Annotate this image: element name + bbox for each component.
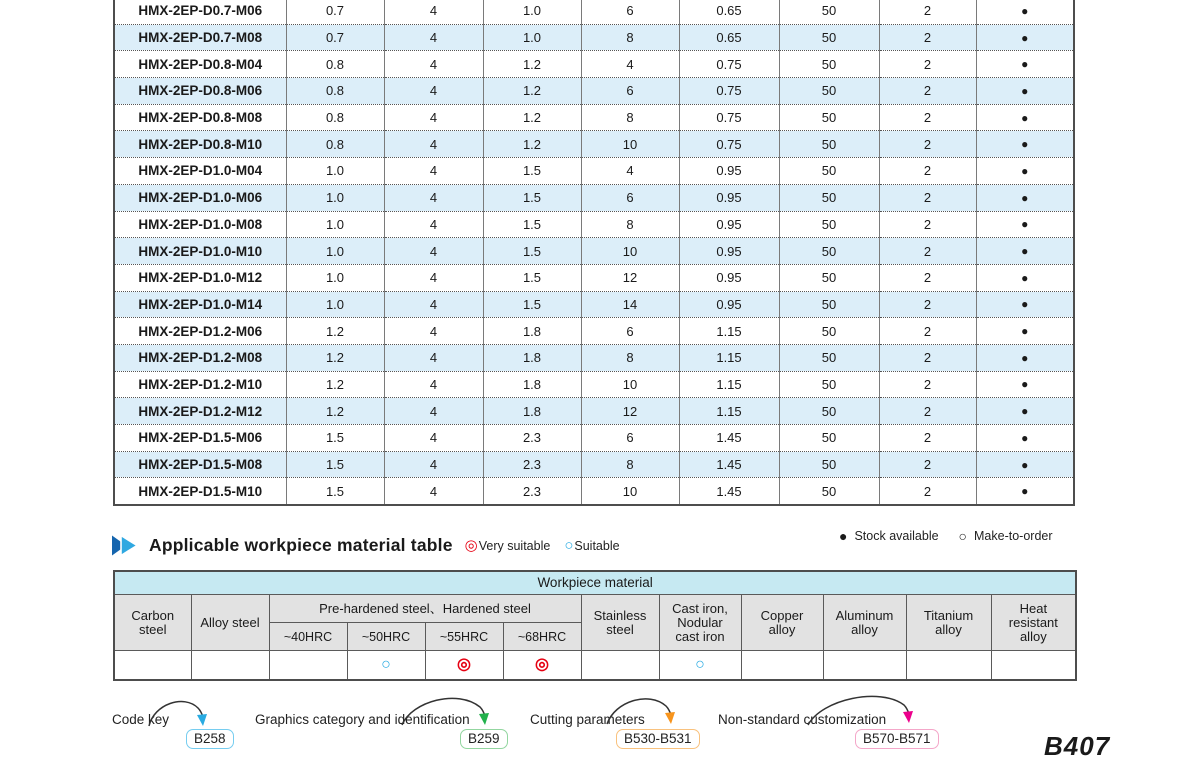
col-68hrc: ~68HRC (503, 623, 581, 651)
table-row (114, 211, 1074, 238)
value-cell: 1.8 (483, 371, 581, 398)
suitable-label: Suitable (574, 538, 620, 553)
spec-table (113, 0, 1075, 506)
col-carbon-steel: Carbon steel (114, 595, 191, 651)
value-cell: 1.5 (483, 158, 581, 185)
value-cell: 50 (779, 451, 879, 478)
value-cell: 4 (384, 291, 483, 318)
make-to-order-label: Make-to-order (974, 529, 1053, 543)
model-cell: HMX-2EP-D1.0-M06 (114, 184, 286, 211)
suitability-cell (906, 651, 991, 681)
value-cell: 10 (581, 238, 679, 265)
value-cell: 1.5 (483, 211, 581, 238)
value-cell: 50 (779, 211, 879, 238)
value-cell: 1.15 (679, 371, 779, 398)
model-cell: HMX-2EP-D1.0-M08 (114, 211, 286, 238)
value-cell: 1.2 (483, 78, 581, 105)
stock-dot-cell: ● (976, 478, 1074, 505)
value-cell: 14 (581, 291, 679, 318)
value-cell: 2 (879, 211, 976, 238)
value-cell: 0.95 (679, 158, 779, 185)
value-cell: 50 (779, 371, 879, 398)
value-cell: 50 (779, 478, 879, 505)
value-cell: 0.75 (679, 51, 779, 78)
value-cell: 2 (879, 344, 976, 371)
value-cell: 50 (779, 158, 879, 185)
value-cell: 4 (384, 104, 483, 131)
value-cell: 1.45 (679, 451, 779, 478)
model-cell: HMX-2EP-D1.5-M06 (114, 425, 286, 452)
value-cell: 0.7 (286, 24, 384, 51)
table-row (114, 264, 1074, 291)
value-cell: 8 (581, 24, 679, 51)
suitability-cell (191, 651, 269, 681)
section-title: Applicable workpiece material table (149, 535, 453, 555)
value-cell: 6 (581, 425, 679, 452)
value-cell: 0.8 (286, 51, 384, 78)
table-row (114, 425, 1074, 452)
graphics-category-label: Graphics category and identification (255, 712, 470, 727)
value-cell: 4 (384, 238, 483, 265)
value-cell: 50 (779, 425, 879, 452)
value-cell: 0.95 (679, 211, 779, 238)
model-cell: HMX-2EP-D1.5-M10 (114, 478, 286, 505)
workpiece-suitability-row (114, 651, 1076, 681)
stock-dot-cell: ● (976, 0, 1074, 24)
value-cell: 2 (879, 318, 976, 345)
non-standard-customization-arrow (804, 691, 916, 730)
value-cell: 10 (581, 131, 679, 158)
cutting-parameters-arrow (604, 694, 676, 730)
suitability-cell (991, 651, 1076, 681)
value-cell: 50 (779, 24, 879, 51)
value-cell: 1.45 (679, 478, 779, 505)
suitability-cell (741, 651, 823, 681)
col-alloy-steel: Alloy steel (191, 595, 269, 651)
value-cell: 1.0 (286, 184, 384, 211)
suitability-cell (347, 651, 425, 681)
stock-dot-cell: ● (976, 371, 1074, 398)
col-copper-alloy: Copper alloy (741, 595, 823, 651)
value-cell: 1.0 (286, 264, 384, 291)
suitability-mark: ○ (381, 656, 391, 673)
value-cell: 50 (779, 398, 879, 425)
value-cell: 4 (384, 425, 483, 452)
stock-dot-cell: ● (976, 158, 1074, 185)
table-row (114, 371, 1074, 398)
graphics-category-arrow (398, 693, 490, 730)
non-standard-customization-badge[interactable]: B570-B571 (855, 729, 939, 749)
value-cell: 4 (384, 211, 483, 238)
value-cell: 8 (581, 451, 679, 478)
value-cell: 10 (581, 371, 679, 398)
value-cell: 2 (879, 398, 976, 425)
value-cell: 1.2 (286, 318, 384, 345)
cutting-parameters-badge[interactable]: B530-B531 (616, 729, 700, 749)
model-cell: HMX-2EP-D0.8-M06 (114, 78, 286, 105)
table-row (114, 478, 1074, 505)
stock-available-icon: ● (839, 528, 848, 544)
value-cell: 4 (384, 318, 483, 345)
suitability-mark: ◎ (457, 656, 471, 673)
value-cell: 4 (384, 478, 483, 505)
value-cell: 1.0 (286, 238, 384, 265)
value-cell: 2 (879, 51, 976, 78)
value-cell: 1.2 (286, 344, 384, 371)
value-cell: 50 (779, 238, 879, 265)
col-cast-iron: Cast iron, Nodular cast iron (659, 595, 741, 651)
value-cell: 0.8 (286, 131, 384, 158)
workpiece-material-title: Workpiece material (114, 571, 1076, 595)
value-cell: 4 (384, 344, 483, 371)
value-cell: 1.2 (483, 104, 581, 131)
value-cell: 8 (581, 104, 679, 131)
suitability-cell (823, 651, 906, 681)
model-cell: HMX-2EP-D1.2-M06 (114, 318, 286, 345)
stock-dot-cell: ● (976, 104, 1074, 131)
value-cell: 2.3 (483, 425, 581, 452)
value-cell: 2 (879, 158, 976, 185)
suitability-cell (269, 651, 347, 681)
stock-dot-cell: ● (976, 318, 1074, 345)
value-cell: 50 (779, 131, 879, 158)
page-number: B407 (1044, 731, 1111, 761)
value-cell: 10 (581, 478, 679, 505)
value-cell: 0.95 (679, 291, 779, 318)
value-cell: 8 (581, 344, 679, 371)
stock-dot-cell: ● (976, 24, 1074, 51)
table-row (114, 0, 1074, 24)
suitability-cell (114, 651, 191, 681)
model-cell: HMX-2EP-D0.7-M08 (114, 24, 286, 51)
value-cell: 50 (779, 291, 879, 318)
code-key-badge[interactable]: B258 (186, 729, 234, 749)
value-cell: 1.2 (483, 51, 581, 78)
table-row (114, 51, 1074, 78)
value-cell: 1.2 (483, 131, 581, 158)
value-cell: 12 (581, 264, 679, 291)
suitability-cell (659, 651, 741, 681)
table-row (114, 184, 1074, 211)
col-aluminum-alloy: Aluminum alloy (823, 595, 906, 651)
model-cell: HMX-2EP-D0.8-M10 (114, 131, 286, 158)
value-cell: 4 (384, 264, 483, 291)
code-key-arrow (146, 696, 210, 730)
value-cell: 4 (384, 451, 483, 478)
suitability-cell (581, 651, 659, 681)
value-cell: 1.0 (483, 0, 581, 24)
value-cell: 1.8 (483, 398, 581, 425)
stock-dot-cell: ● (976, 211, 1074, 238)
cutting-parameters-label: Cutting parameters (530, 712, 645, 727)
model-cell: HMX-2EP-D0.8-M04 (114, 51, 286, 78)
table-row (114, 318, 1074, 345)
model-cell: HMX-2EP-D1.0-M14 (114, 291, 286, 318)
value-cell: 4 (384, 0, 483, 24)
value-cell: 0.75 (679, 104, 779, 131)
value-cell: 2 (879, 264, 976, 291)
table-row (114, 24, 1074, 51)
value-cell: 1.45 (679, 425, 779, 452)
col-40hrc: ~40HRC (269, 623, 347, 651)
value-cell: 4 (384, 398, 483, 425)
value-cell: 2 (879, 478, 976, 505)
suitable-icon: ○ (564, 537, 574, 554)
model-cell: HMX-2EP-D0.8-M08 (114, 104, 286, 131)
value-cell: 2 (879, 131, 976, 158)
stock-dot-cell: ● (976, 238, 1074, 265)
value-cell: 2 (879, 425, 976, 452)
value-cell: 1.5 (483, 184, 581, 211)
value-cell: 1.0 (483, 24, 581, 51)
value-cell: 4 (384, 131, 483, 158)
stock-dot-cell: ● (976, 78, 1074, 105)
make-to-order-icon: ○ (958, 528, 968, 544)
value-cell: 1.5 (286, 425, 384, 452)
value-cell: 50 (779, 104, 879, 131)
stock-available-label: Stock available (854, 529, 939, 543)
value-cell: 1.0 (286, 211, 384, 238)
value-cell: 4 (384, 158, 483, 185)
suitability-mark: ○ (695, 656, 705, 673)
non-standard-customization-label: Non-standard customization (718, 712, 887, 727)
value-cell: 1.5 (286, 478, 384, 505)
model-cell: HMX-2EP-D1.0-M10 (114, 238, 286, 265)
col-titanium-alloy: Titanium alloy (906, 595, 991, 651)
stock-dot-cell: ● (976, 264, 1074, 291)
graphics-category-badge[interactable]: B259 (460, 729, 508, 749)
value-cell: 50 (779, 51, 879, 78)
table-row (114, 78, 1074, 105)
table-row (114, 158, 1074, 185)
value-cell: 50 (779, 184, 879, 211)
value-cell: 0.95 (679, 264, 779, 291)
value-cell: 4 (384, 51, 483, 78)
value-cell: 1.8 (483, 318, 581, 345)
value-cell: 1.15 (679, 398, 779, 425)
value-cell: 0.95 (679, 238, 779, 265)
stock-legend (839, 529, 1053, 543)
value-cell: 0.8 (286, 104, 384, 131)
suitability-cell (503, 651, 581, 681)
value-cell: 1.15 (679, 344, 779, 371)
value-cell: 0.95 (679, 184, 779, 211)
value-cell: 0.7 (286, 0, 384, 24)
model-cell: HMX-2EP-D1.2-M12 (114, 398, 286, 425)
workpiece-material-table (113, 570, 1077, 681)
col-50hrc: ~50HRC (347, 623, 425, 651)
value-cell: 6 (581, 318, 679, 345)
model-cell: HMX-2EP-D1.2-M10 (114, 371, 286, 398)
stock-dot-cell: ● (976, 291, 1074, 318)
value-cell: 2.3 (483, 478, 581, 505)
value-cell: 1.8 (483, 344, 581, 371)
table-row (114, 104, 1074, 131)
stock-dot-cell: ● (976, 425, 1074, 452)
value-cell: 1.5 (483, 291, 581, 318)
value-cell: 0.65 (679, 0, 779, 24)
suitability-legend (465, 538, 620, 553)
table-row (114, 398, 1074, 425)
value-cell: 2 (879, 451, 976, 478)
value-cell: 2 (879, 238, 976, 265)
stock-dot-cell: ● (976, 344, 1074, 371)
model-cell: HMX-2EP-D1.0-M04 (114, 158, 286, 185)
col-stainless-steel: Stainless steel (581, 595, 659, 651)
value-cell: 1.5 (483, 264, 581, 291)
value-cell: 1.5 (286, 451, 384, 478)
value-cell: 1.5 (483, 238, 581, 265)
code-key-label: Code key (112, 712, 170, 727)
value-cell: 2 (879, 78, 976, 105)
double-chevron-icon (112, 535, 140, 556)
value-cell: 6 (581, 0, 679, 24)
table-row (114, 238, 1074, 265)
suitability-cell (425, 651, 503, 681)
col-heat-resistant-alloy: Heat resistant alloy (991, 595, 1076, 651)
value-cell: 4 (384, 24, 483, 51)
value-cell: 2 (879, 0, 976, 24)
table-row (114, 291, 1074, 318)
value-cell: 0.8 (286, 78, 384, 105)
value-cell: 2 (879, 184, 976, 211)
value-cell: 0.75 (679, 78, 779, 105)
value-cell: 4 (384, 371, 483, 398)
value-cell: 50 (779, 318, 879, 345)
value-cell: 2 (879, 371, 976, 398)
value-cell: 50 (779, 78, 879, 105)
value-cell: 4 (384, 78, 483, 105)
model-cell: HMX-2EP-D0.7-M06 (114, 0, 286, 24)
value-cell: 50 (779, 264, 879, 291)
value-cell: 0.65 (679, 24, 779, 51)
very-suitable-icon: ◎ (464, 537, 478, 554)
value-cell: 8 (581, 211, 679, 238)
value-cell: 2 (879, 104, 976, 131)
table-row (114, 451, 1074, 478)
value-cell: 6 (581, 184, 679, 211)
value-cell: 2.3 (483, 451, 581, 478)
stock-dot-cell: ● (976, 184, 1074, 211)
value-cell: 50 (779, 0, 879, 24)
value-cell: 4 (384, 184, 483, 211)
col-55hrc: ~55HRC (425, 623, 503, 651)
value-cell: 2 (879, 291, 976, 318)
value-cell: 50 (779, 344, 879, 371)
value-cell: 1.0 (286, 291, 384, 318)
model-cell: HMX-2EP-D1.2-M08 (114, 344, 286, 371)
table-row (114, 131, 1074, 158)
model-cell: HMX-2EP-D1.5-M08 (114, 451, 286, 478)
model-cell: HMX-2EP-D1.0-M12 (114, 264, 286, 291)
table-row (114, 344, 1074, 371)
section-header (112, 535, 620, 556)
stock-dot-cell: ● (976, 51, 1074, 78)
value-cell: 2 (879, 24, 976, 51)
value-cell: 4 (581, 51, 679, 78)
col-prehardened-group: Pre-hardened steel、Hardened steel (269, 595, 581, 623)
value-cell: 1.15 (679, 318, 779, 345)
very-suitable-label: Very suitable (478, 538, 551, 553)
stock-dot-cell: ● (976, 398, 1074, 425)
value-cell: 6 (581, 78, 679, 105)
value-cell: 1.2 (286, 371, 384, 398)
value-cell: 4 (581, 158, 679, 185)
value-cell: 0.75 (679, 131, 779, 158)
value-cell: 12 (581, 398, 679, 425)
suitability-mark: ◎ (535, 656, 549, 673)
value-cell: 1.0 (286, 158, 384, 185)
stock-dot-cell: ● (976, 131, 1074, 158)
stock-dot-cell: ● (976, 451, 1074, 478)
value-cell: 1.2 (286, 398, 384, 425)
